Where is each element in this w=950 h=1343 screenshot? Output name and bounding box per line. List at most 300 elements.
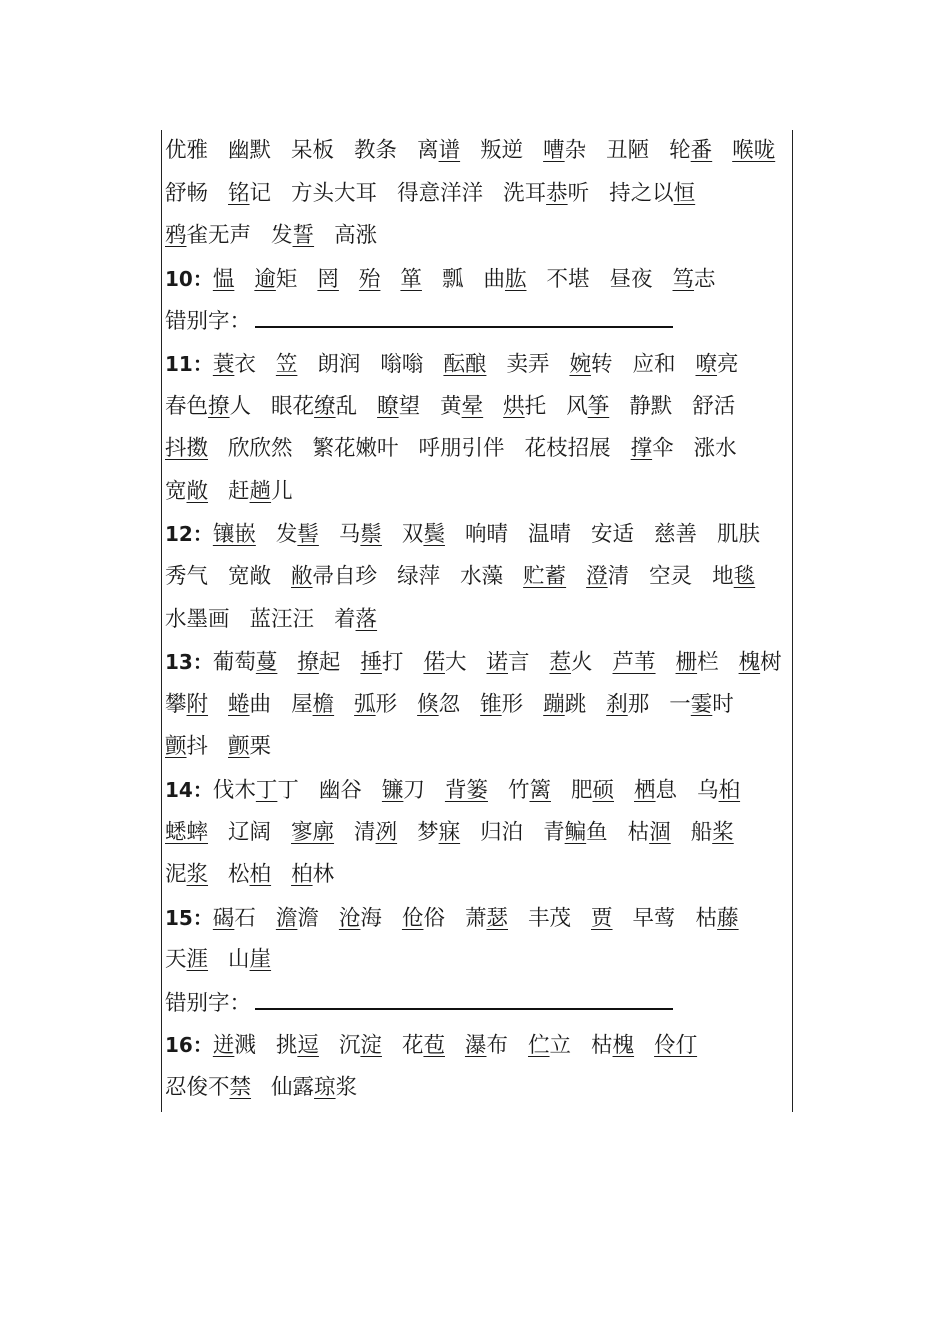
word-text: 青 bbox=[543, 819, 565, 845]
vocabulary-word bbox=[732, 130, 775, 173]
word-text: 葡萄 bbox=[212, 650, 256, 676]
word-text: 得意洋洋 bbox=[397, 180, 484, 206]
word-text: 打 bbox=[381, 650, 404, 676]
vocabulary-word bbox=[354, 684, 397, 727]
vocabulary-word bbox=[339, 514, 382, 556]
vocabulary-word bbox=[566, 386, 609, 429]
word-text: 刀 bbox=[403, 777, 425, 803]
vocabulary-word bbox=[291, 684, 334, 727]
vocabulary-line bbox=[165, 258, 787, 301]
underlined-char: 晕 bbox=[461, 393, 484, 419]
vocabulary-word bbox=[609, 173, 695, 216]
vocabulary-word bbox=[213, 898, 256, 940]
underlined-char: 澄 bbox=[586, 563, 608, 589]
vocabulary-word bbox=[503, 173, 589, 216]
word-text: 跳 bbox=[564, 691, 587, 717]
word-text: 繁花嫩叶 bbox=[312, 436, 399, 462]
underlined-char: 肱 bbox=[504, 266, 527, 292]
underlined-char: 筝 bbox=[587, 393, 610, 419]
word-text: 发 bbox=[271, 223, 293, 249]
vocabulary-word bbox=[569, 344, 612, 386]
underlined-char: 栖 bbox=[634, 777, 656, 803]
word-text: 绿萍 bbox=[397, 563, 441, 589]
underlined-char: 笠 bbox=[275, 351, 298, 377]
word-text: 地 bbox=[712, 563, 734, 589]
word-text: 嗡嗡 bbox=[380, 351, 424, 377]
underlined-char: 敞 bbox=[186, 478, 209, 504]
typo-label: 错别字： bbox=[165, 990, 252, 1016]
underlined-char: 贮蓄 bbox=[523, 563, 567, 589]
vocabulary-word bbox=[528, 1025, 571, 1067]
underlined-char: 蓑 bbox=[212, 351, 235, 377]
vocabulary-word bbox=[423, 642, 466, 684]
word-text: 高涨 bbox=[334, 223, 378, 249]
word-text: 儿 bbox=[271, 478, 293, 504]
word-text: 布 bbox=[486, 1033, 508, 1059]
vocabulary-line bbox=[165, 1024, 787, 1067]
word-text: 卖弄 bbox=[506, 351, 550, 377]
vocabulary-word bbox=[528, 898, 571, 940]
vocabulary-word bbox=[402, 1025, 445, 1067]
vocabulary-word bbox=[317, 259, 339, 301]
underlined-char: 诺 bbox=[486, 650, 508, 676]
word-text: 栏 bbox=[697, 650, 719, 676]
word-text: 伐木 bbox=[212, 777, 256, 803]
vocabulary-word bbox=[631, 428, 674, 471]
vocabulary-word bbox=[165, 1067, 251, 1110]
vocabulary-word bbox=[165, 812, 208, 855]
underlined-char: 槐 bbox=[612, 1033, 635, 1059]
underlined-char: 蔓 bbox=[255, 650, 278, 676]
vocabulary-word bbox=[382, 770, 425, 812]
word-text: 马 bbox=[338, 522, 361, 548]
underlined-char: 蜷 bbox=[228, 691, 250, 717]
vocabulary-word bbox=[691, 812, 734, 855]
underlined-char: 伫 bbox=[528, 1033, 550, 1059]
underlined-char: 恭 bbox=[546, 180, 568, 206]
underlined-char: 栅 bbox=[675, 650, 698, 676]
vocabulary-word bbox=[228, 556, 271, 599]
vocabulary-word bbox=[692, 386, 735, 429]
word-text: 着 bbox=[334, 606, 356, 632]
vocabulary-line bbox=[165, 939, 787, 982]
vocabulary-word bbox=[443, 344, 486, 386]
vocabulary-line bbox=[165, 173, 787, 216]
underlined-char: 嘈 bbox=[543, 138, 565, 163]
underlined-char: 涯 bbox=[186, 947, 209, 973]
word-text: 雀无声 bbox=[186, 223, 252, 249]
underlined-char: 恒 bbox=[673, 180, 696, 206]
word-text: 望 bbox=[398, 393, 421, 419]
underlined-char: 逾 bbox=[254, 266, 276, 292]
lesson-number: 12： bbox=[165, 522, 213, 547]
word-text: 舒畅 bbox=[165, 180, 209, 206]
vocabulary-word bbox=[550, 642, 593, 684]
word-text: 曲 bbox=[483, 266, 505, 292]
vocabulary-line bbox=[165, 556, 787, 599]
vocabulary-word bbox=[276, 344, 298, 386]
word-text: 叛逆 bbox=[480, 138, 524, 163]
vocabulary-line bbox=[165, 130, 787, 173]
vocabulary-word bbox=[228, 939, 271, 982]
vocabulary-line bbox=[165, 513, 787, 556]
underlined-char: 柏 bbox=[291, 862, 313, 888]
word-text: 双 bbox=[401, 522, 424, 548]
word-text: 归泊 bbox=[480, 819, 524, 845]
word-text: 石 bbox=[234, 905, 256, 931]
underlined-char: 殆 bbox=[358, 266, 381, 292]
vocabulary-word bbox=[228, 428, 293, 471]
vocabulary-line bbox=[165, 684, 787, 727]
word-text: 枯 bbox=[627, 819, 650, 845]
underlined-char: 落 bbox=[355, 606, 378, 632]
word-text: 转 bbox=[590, 351, 613, 377]
vocabulary-word bbox=[276, 1025, 319, 1067]
underlined-char: 附 bbox=[186, 691, 209, 717]
word-text: 枯 bbox=[695, 905, 718, 931]
word-text: 清 bbox=[354, 819, 376, 845]
underlined-char: 倏 bbox=[417, 691, 439, 717]
word-text: 伞 bbox=[652, 436, 674, 462]
vocabulary-word bbox=[610, 259, 653, 301]
underlined-char: 捶 bbox=[360, 650, 382, 676]
underlined-char: 缭 bbox=[314, 393, 336, 419]
underlined-char: 鳊 bbox=[564, 819, 587, 845]
vocabulary-line bbox=[165, 386, 787, 429]
vocabulary-word bbox=[480, 812, 523, 855]
typo-fill-line bbox=[165, 982, 787, 1025]
underlined-char: 檐 bbox=[312, 691, 335, 717]
underlined-char: 瑟 bbox=[486, 905, 508, 931]
vocabulary-word bbox=[334, 599, 377, 642]
word-text: 大 bbox=[444, 650, 467, 676]
lesson-number: 11： bbox=[165, 351, 213, 376]
vocabulary-word bbox=[213, 259, 235, 301]
underlined-char: 番 bbox=[690, 138, 713, 163]
underlined-char: 谱 bbox=[438, 138, 461, 163]
vocabulary-word bbox=[334, 215, 377, 258]
vocabulary-word bbox=[254, 259, 297, 301]
word-text: 忽 bbox=[438, 691, 461, 717]
word-text: 听 bbox=[567, 180, 590, 206]
word-text: 轮 bbox=[669, 138, 691, 163]
word-text: 涨水 bbox=[693, 436, 737, 462]
word-text: 安适 bbox=[590, 522, 634, 548]
vocabulary-word bbox=[276, 898, 319, 940]
vocabulary-word bbox=[669, 684, 734, 727]
word-text: 肥 bbox=[570, 777, 593, 803]
vocabulary-word bbox=[417, 812, 460, 855]
word-text: 息 bbox=[655, 777, 678, 803]
vocabulary-word bbox=[291, 173, 377, 216]
vocabulary-line bbox=[165, 599, 787, 642]
underlined-char: 迸 bbox=[212, 1033, 235, 1059]
vocabulary-word bbox=[354, 130, 397, 173]
vocabulary-word bbox=[694, 428, 737, 471]
word-text: 丰茂 bbox=[528, 905, 572, 931]
word-text: 人 bbox=[229, 393, 252, 419]
word-text: 瓢 bbox=[441, 266, 464, 292]
vocabulary-word bbox=[377, 386, 420, 429]
vocabulary-word bbox=[419, 428, 505, 471]
typo-label: 错别字： bbox=[165, 309, 252, 335]
vocabulary-word bbox=[634, 770, 677, 812]
word-text: 形 bbox=[501, 691, 524, 717]
word-text: 起 bbox=[318, 650, 341, 676]
underlined-char: 镰 bbox=[381, 777, 404, 803]
underlined-char: 碣 bbox=[212, 905, 235, 931]
vocabulary-word bbox=[591, 898, 613, 940]
word-text: 泥 bbox=[165, 862, 187, 888]
vocabulary-word bbox=[417, 684, 460, 727]
word-text: 船 bbox=[690, 819, 713, 845]
underlined-char: 撑 bbox=[630, 436, 653, 462]
word-text: 宽敞 bbox=[228, 563, 272, 589]
vocabulary-word bbox=[523, 556, 566, 599]
underlined-char: 背篓 bbox=[444, 777, 488, 803]
word-text: 空灵 bbox=[649, 563, 693, 589]
underlined-char: 婉 bbox=[569, 351, 591, 377]
vocabulary-word bbox=[359, 259, 381, 301]
word-text: 水墨画 bbox=[165, 606, 230, 632]
word-text: 枯 bbox=[591, 1033, 613, 1059]
vocabulary-word bbox=[696, 344, 739, 386]
word-text: 清 bbox=[607, 563, 630, 589]
word-text: 呼朋引伴 bbox=[418, 436, 505, 462]
vocabulary-word bbox=[628, 812, 671, 855]
vocabulary-word bbox=[271, 1067, 357, 1110]
underlined-char: 惹 bbox=[549, 650, 572, 676]
underlined-char: 弧 bbox=[354, 691, 376, 717]
word-text: 风 bbox=[566, 393, 588, 419]
word-text: 一 bbox=[669, 691, 691, 717]
word-text: 辽阔 bbox=[228, 819, 272, 845]
word-text: 天 bbox=[165, 947, 187, 973]
underlined-char: 髻 bbox=[297, 522, 319, 548]
vocabulary-word bbox=[676, 642, 719, 684]
word-text: 立 bbox=[549, 1033, 572, 1059]
vocabulary-word bbox=[276, 514, 319, 556]
vocabulary-word bbox=[317, 344, 360, 386]
vocabulary-word bbox=[228, 684, 271, 727]
answer-blank[interactable] bbox=[255, 300, 673, 328]
word-text: 响晴 bbox=[464, 522, 508, 548]
underlined-char: 笃 bbox=[672, 266, 695, 292]
vocabulary-word bbox=[486, 642, 529, 684]
vocabulary-word bbox=[445, 770, 488, 812]
underlined-char: 桕 bbox=[718, 777, 741, 803]
word-text: 矩 bbox=[275, 266, 298, 292]
vocabulary-line bbox=[165, 769, 787, 812]
vocabulary-line bbox=[165, 471, 787, 514]
underlined-char: 涸 bbox=[649, 819, 671, 845]
vocabulary-word bbox=[339, 1025, 382, 1067]
underlined-char: 敝 bbox=[291, 563, 313, 589]
underlined-char: 苞 bbox=[423, 1033, 445, 1059]
answer-blank[interactable] bbox=[255, 982, 673, 1010]
vocabulary-word bbox=[632, 344, 675, 386]
word-text: 昼夜 bbox=[609, 266, 653, 292]
word-text: 杂 bbox=[564, 138, 587, 163]
underlined-char: 藤 bbox=[717, 905, 739, 931]
word-text: 欣欣然 bbox=[228, 436, 293, 462]
word-text: 林 bbox=[312, 862, 335, 888]
vocabulary-word bbox=[465, 1025, 508, 1067]
word-text: 沉 bbox=[338, 1033, 361, 1059]
word-text: 丑陋 bbox=[606, 138, 650, 163]
typo-fill-line bbox=[165, 300, 787, 343]
vocabulary-word bbox=[165, 130, 208, 173]
vocabulary-word bbox=[606, 130, 649, 173]
word-text: 松 bbox=[228, 862, 250, 888]
word-text: 俗 bbox=[423, 905, 445, 931]
word-text: 仙露 bbox=[271, 1075, 315, 1101]
word-text: 澹 bbox=[297, 905, 319, 931]
word-text: 早莺 bbox=[632, 905, 676, 931]
vocabulary-word bbox=[291, 130, 334, 173]
word-text: 记 bbox=[249, 180, 272, 206]
word-text: 挑 bbox=[275, 1033, 298, 1059]
word-text: 教条 bbox=[354, 138, 398, 163]
vocabulary-line bbox=[165, 215, 787, 258]
word-text: 不堪 bbox=[546, 266, 590, 292]
underlined-char: 寥廓 bbox=[291, 819, 335, 845]
underlined-char: 喉咙 bbox=[732, 138, 776, 163]
vocabulary-word bbox=[571, 770, 614, 812]
vocabulary-line bbox=[165, 641, 787, 684]
word-text: 梦 bbox=[417, 819, 439, 845]
underlined-char: 趟 bbox=[249, 478, 272, 504]
vocabulary-word bbox=[649, 556, 692, 599]
underlined-char: 沧 bbox=[338, 905, 361, 931]
underlined-char: 誓 bbox=[292, 223, 315, 249]
underlined-char: 逗 bbox=[297, 1033, 319, 1059]
underlined-char: 澹 bbox=[275, 905, 298, 931]
underlined-char: 愠 bbox=[212, 266, 235, 292]
word-text: 花枝招展 bbox=[524, 436, 611, 462]
vocabulary-word bbox=[165, 599, 230, 642]
vocabulary-word bbox=[165, 556, 208, 599]
underlined-char: 冽 bbox=[375, 819, 398, 845]
word-text: 肌肤 bbox=[717, 522, 761, 548]
vocabulary-word bbox=[228, 471, 293, 514]
word-text: 方头大耳 bbox=[291, 180, 378, 206]
word-text: 花 bbox=[401, 1033, 424, 1059]
word-text: 乱 bbox=[335, 393, 358, 419]
word-text: 静默 bbox=[629, 393, 673, 419]
word-text: 黄 bbox=[440, 393, 462, 419]
word-text: 火 bbox=[571, 650, 593, 676]
word-text: 树 bbox=[760, 650, 782, 676]
vocabulary-word bbox=[717, 514, 760, 556]
word-text: 屋 bbox=[291, 691, 313, 717]
vocabulary-word bbox=[673, 259, 716, 301]
underlined-char: 瞭 bbox=[377, 393, 399, 419]
underlined-char: 撩 bbox=[297, 650, 319, 676]
word-text: 栗 bbox=[249, 734, 272, 760]
vocabulary-word bbox=[291, 556, 377, 599]
vocabulary-word bbox=[586, 556, 629, 599]
vocabulary-word bbox=[165, 854, 208, 897]
vocabulary-word bbox=[503, 386, 546, 429]
vocabulary-line bbox=[165, 1067, 787, 1110]
vocabulary-word bbox=[606, 684, 649, 727]
underlined-char: 槐 bbox=[738, 650, 761, 676]
word-text: 发 bbox=[275, 522, 298, 548]
word-text: 水藻 bbox=[460, 563, 504, 589]
underlined-char: 丁 bbox=[255, 777, 278, 803]
vocabulary-word bbox=[480, 684, 523, 727]
word-text: 海 bbox=[360, 905, 382, 931]
vocabulary-word bbox=[313, 428, 399, 471]
word-text: 托 bbox=[524, 393, 547, 419]
vocabulary-word bbox=[543, 812, 608, 855]
vocabulary-word bbox=[397, 173, 483, 216]
vocabulary-word bbox=[360, 642, 403, 684]
word-text: 蓝汪汪 bbox=[249, 606, 315, 632]
vocabulary-word bbox=[228, 726, 271, 769]
underlined-char: 刹 bbox=[606, 691, 628, 717]
underlined-char: 撩 bbox=[208, 393, 230, 419]
vocabulary-word bbox=[213, 770, 299, 812]
underlined-char: 瀑 bbox=[464, 1033, 487, 1059]
vocabulary-word bbox=[442, 259, 464, 301]
vocabulary-word bbox=[291, 812, 334, 855]
underlined-char: 箪 bbox=[400, 266, 422, 292]
vocabulary-word bbox=[483, 259, 526, 301]
vocabulary-word bbox=[228, 812, 271, 855]
vocabulary-word bbox=[669, 130, 712, 173]
vocabulary-line bbox=[165, 854, 787, 897]
vocabulary-word bbox=[380, 344, 423, 386]
underlined-char: 镶嵌 bbox=[212, 522, 256, 548]
vocabulary-word bbox=[712, 556, 755, 599]
vocabulary-word bbox=[654, 514, 697, 556]
vocabulary-word bbox=[319, 770, 362, 812]
vocabulary-word bbox=[654, 1025, 697, 1067]
vocabulary-word bbox=[165, 471, 208, 514]
word-text: 曲 bbox=[249, 691, 272, 717]
word-text: 忍俊不 bbox=[165, 1075, 230, 1101]
word-text: 幽默 bbox=[228, 138, 272, 163]
vocabulary-word bbox=[613, 642, 656, 684]
vocabulary-line bbox=[165, 812, 787, 855]
vocabulary-word bbox=[591, 514, 634, 556]
vocabulary-word bbox=[465, 898, 508, 940]
vocabulary-word bbox=[402, 514, 445, 556]
underlined-char: 毯 bbox=[733, 563, 756, 589]
vocabulary-word bbox=[508, 770, 551, 812]
underlined-char: 嘹 bbox=[695, 351, 718, 377]
vocabulary-word bbox=[291, 854, 334, 897]
underlined-char: 偌 bbox=[423, 650, 445, 676]
vocabulary-word bbox=[213, 1025, 256, 1067]
vocabulary-line bbox=[165, 428, 787, 471]
vocabulary-word bbox=[213, 514, 256, 556]
underlined-char: 霎 bbox=[690, 691, 713, 717]
word-text: 帚自珍 bbox=[312, 563, 378, 589]
vocabulary-line bbox=[165, 897, 787, 940]
word-text: 呆板 bbox=[291, 138, 335, 163]
underlined-char: 崖 bbox=[249, 947, 272, 973]
underlined-char: 硕 bbox=[592, 777, 615, 803]
vocabulary-word bbox=[165, 386, 251, 429]
vocabulary-word bbox=[165, 684, 208, 727]
word-text: 志 bbox=[694, 266, 716, 292]
lesson-number: 14： bbox=[165, 777, 213, 802]
word-text: 朗润 bbox=[317, 351, 361, 377]
underlined-char: 蹦 bbox=[543, 691, 565, 717]
